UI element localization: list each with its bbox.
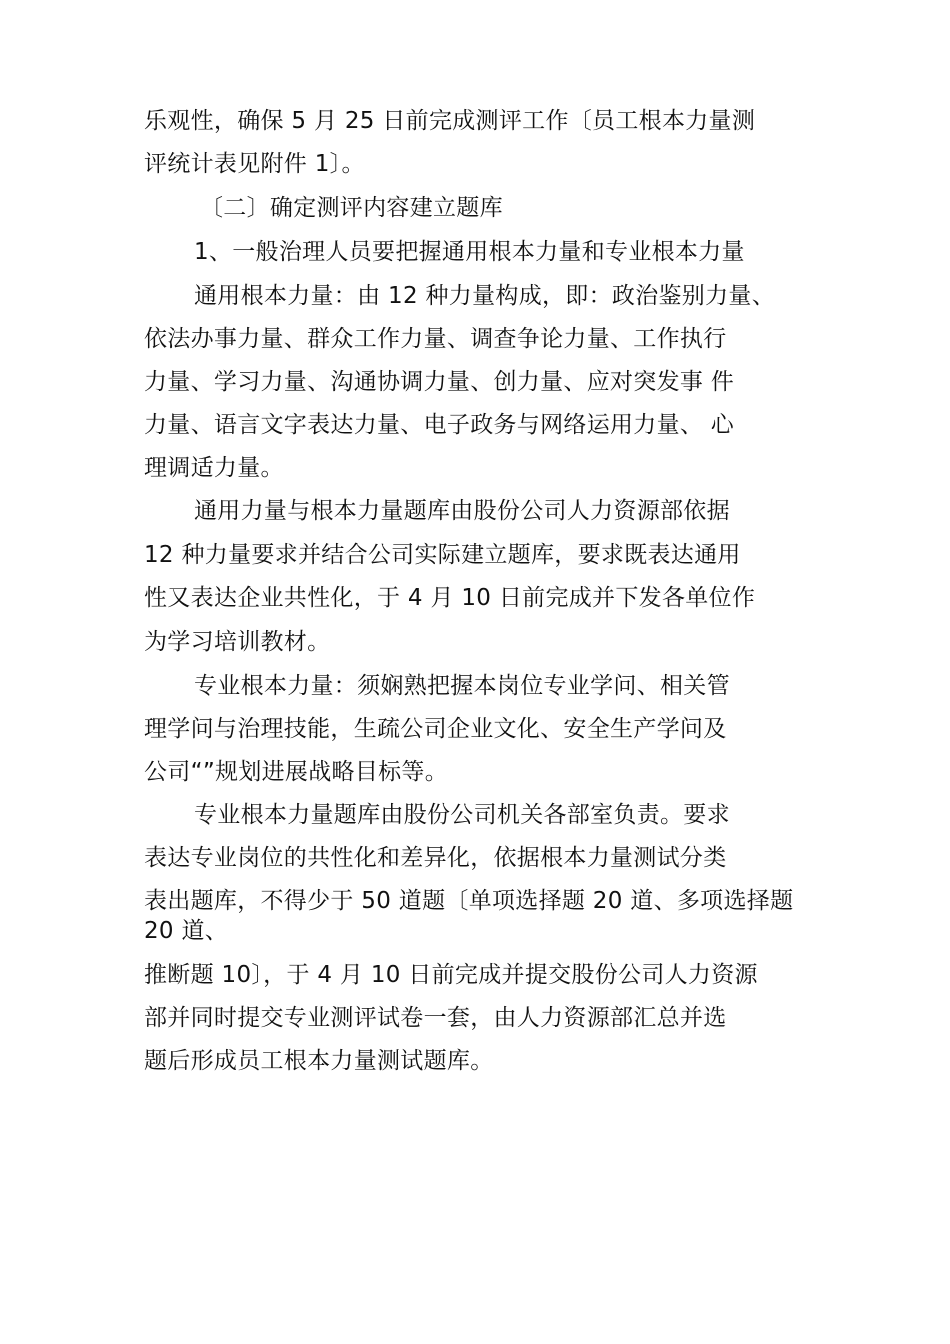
text-line-7: 力量、学习力量、沟通协调力量、创力量、应对突发事 件	[144, 369, 735, 395]
text-line-20: 20 道、	[144, 918, 229, 944]
text-line-23: 题后形成员工根本力量测试题库。	[144, 1048, 494, 1074]
text-line-12: 性又表达企业共性化，于 4 月 10 日前完成并下发各单位作	[144, 585, 756, 611]
text-line-8: 力量、语言文字表达力量、电子政务与网络运用力量、 心	[144, 412, 735, 438]
text-line-5: 通用根本力量：由 12 种力量构成，即：政治鉴别力量、	[194, 283, 775, 309]
text-line-13: 为学习培训教材。	[144, 629, 331, 655]
text-line-17: 专业根本力量题库由股份公司机关各部室负责。要求	[194, 802, 730, 828]
text-line-11: 12 种力量要求并结合公司实际建立题库，要求既表达通用	[144, 542, 741, 568]
subsection-heading: 1、一般治理人员要把握通用根本力量和专业根本力量	[194, 239, 745, 265]
text-line-6: 依法办事力量、群众工作力量、调查争论力量、工作执行	[144, 326, 727, 352]
text-line-16: 公司“”规划进展战略目标等。	[144, 759, 449, 785]
text-line-18: 表达专业岗位的共性化和差异化，依据根本力量测试分类	[144, 845, 727, 871]
text-line-10: 通用力量与根本力量题库由股份公司人力资源部依据	[194, 498, 730, 524]
text-line-15: 理学问与治理技能，生疏公司企业文化、安全生产学问及	[144, 716, 727, 742]
text-line-1: 乐观性，确保 5 月 25 日前完成测评工作〔员工根本力量测	[144, 108, 756, 134]
text-line-9: 理调适力量。	[144, 455, 284, 481]
text-line-21: 推断题 10〕，于 4 月 10 日前完成并提交股份公司人力资源	[144, 962, 758, 988]
text-line-22: 部并同时提交专业测评试卷一套，由人力资源部汇总并选	[144, 1005, 727, 1031]
text-line-2: 评统计表见附件 1〕。	[144, 151, 365, 177]
text-line-19: 表出题库，不得少于 50 道题〔单项选择题 20 道、多项选择题	[144, 888, 794, 914]
text-line-14: 专业根本力量：须娴熟把握本岗位专业学问、相关管	[194, 673, 730, 699]
section-heading: 〔二〕确定测评内容建立题库	[200, 195, 503, 221]
